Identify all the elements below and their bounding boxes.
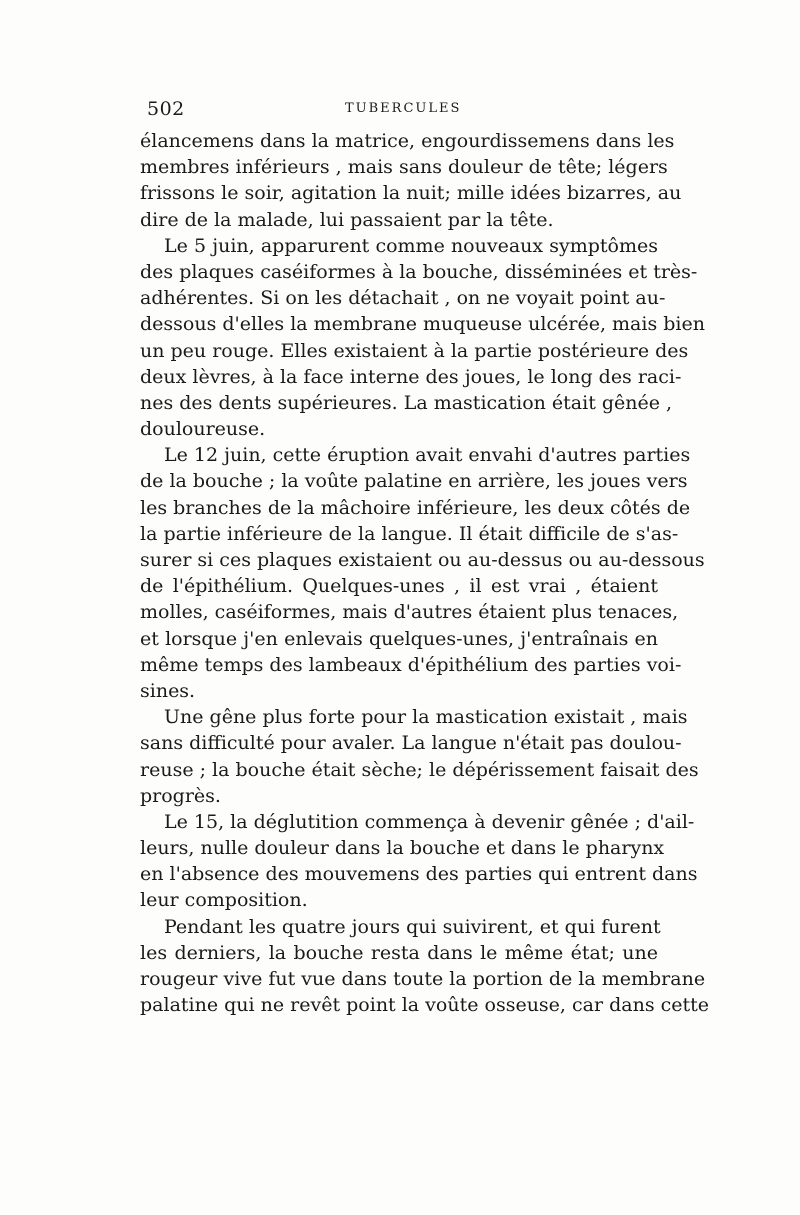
text-line: la partie inférieure de la langue. Il était difficile de s'as- xyxy=(140,522,679,545)
paragraph-start-line: Le 15, la déglutition commença à devenir gênée ; d'ail- xyxy=(164,810,695,833)
text-line: élancemens dans la matrice, engourdissemens dans les xyxy=(140,130,675,152)
paragraph-start-line: Pendant les quatre jours qui suivirent, et qui furent xyxy=(164,915,661,938)
text-line: un peu rouge. Elles existaient à la partie postérieure des xyxy=(140,339,689,362)
text-line: douloureuse. xyxy=(140,418,266,441)
text-line: des plaques caséiformes à la bouche, disséminées et très- xyxy=(140,260,698,283)
text-line: leurs, nulle douleur dans la bouche et dans le pharynx xyxy=(140,837,665,860)
text-line: frissons le soir, agitation la nuit; mille idées bizarres, au xyxy=(140,182,682,205)
text-line: de l'épithélium. Quelques-unes , il est vrai , étaient xyxy=(140,575,658,598)
running-head xyxy=(147,98,659,124)
text-line: reuse ; la bouche était sèche; le dépérissement faisait des xyxy=(140,758,699,781)
text-line: et lorsque j'en enlevais quelques-unes, j'entraînais en xyxy=(140,627,658,650)
body-text xyxy=(140,128,710,1018)
running-title: TUBERCULES xyxy=(345,101,462,116)
text-line: molles, caséiformes, mais d'autres étaient plus tenaces, xyxy=(140,601,679,624)
text-line: dessous d'elles la membrane muqueuse ulcérée, mais bien xyxy=(140,313,705,336)
text-line: de la bouche ; la voûte palatine en arrière, les joues vers xyxy=(140,470,688,493)
text-line: leur composition. xyxy=(140,889,308,912)
text-line: sans difficulté pour avaler. La langue n'était pas doulou- xyxy=(140,732,682,755)
page-number: 502 xyxy=(147,98,185,120)
text-line: même temps des lambeaux d'épithélium des parties voi- xyxy=(140,653,682,676)
text-line: dire de la malade, lui passaient par la tête. xyxy=(140,208,554,231)
paragraph-start-line: Le 5 juin, apparurent comme nouveaux symptômes xyxy=(164,234,658,257)
text-line: rougeur vive fut vue dans toute la portion de la membrane xyxy=(140,968,706,990)
text-line: adhérentes. Si on les détachait , on ne voyait point au- xyxy=(140,287,666,310)
text-line: membres inférieurs , mais sans douleur de tête; légers xyxy=(140,156,668,179)
text-line: progrès. xyxy=(140,784,221,807)
text-line: sines. xyxy=(140,679,196,702)
paragraph-start-line: Une gêne plus forte pour la mastication existait , mais xyxy=(164,706,688,729)
paragraph-start-line: Le 12 juin, cette éruption avait envahi d'autres parties xyxy=(164,444,691,467)
text-line: en l'absence des mouvemens des parties qui entrent dans xyxy=(140,863,698,886)
text-line: les derniers, la bouche resta dans le même état; une xyxy=(140,941,658,964)
text-line: les branches de la mâchoire inférieure, les deux côtés de xyxy=(140,496,691,519)
text-line: deux lèvres, à la face interne des joues, le long des raci- xyxy=(140,365,682,388)
text-line: nes des dents supérieures. La mastication était gênée , xyxy=(140,391,673,414)
text-line: surer si ces plaques existaient ou au-dessus ou au-dessous xyxy=(140,549,705,571)
text-line: palatine qui ne revêt point la voûte osseuse, car dans cette xyxy=(140,994,710,1017)
